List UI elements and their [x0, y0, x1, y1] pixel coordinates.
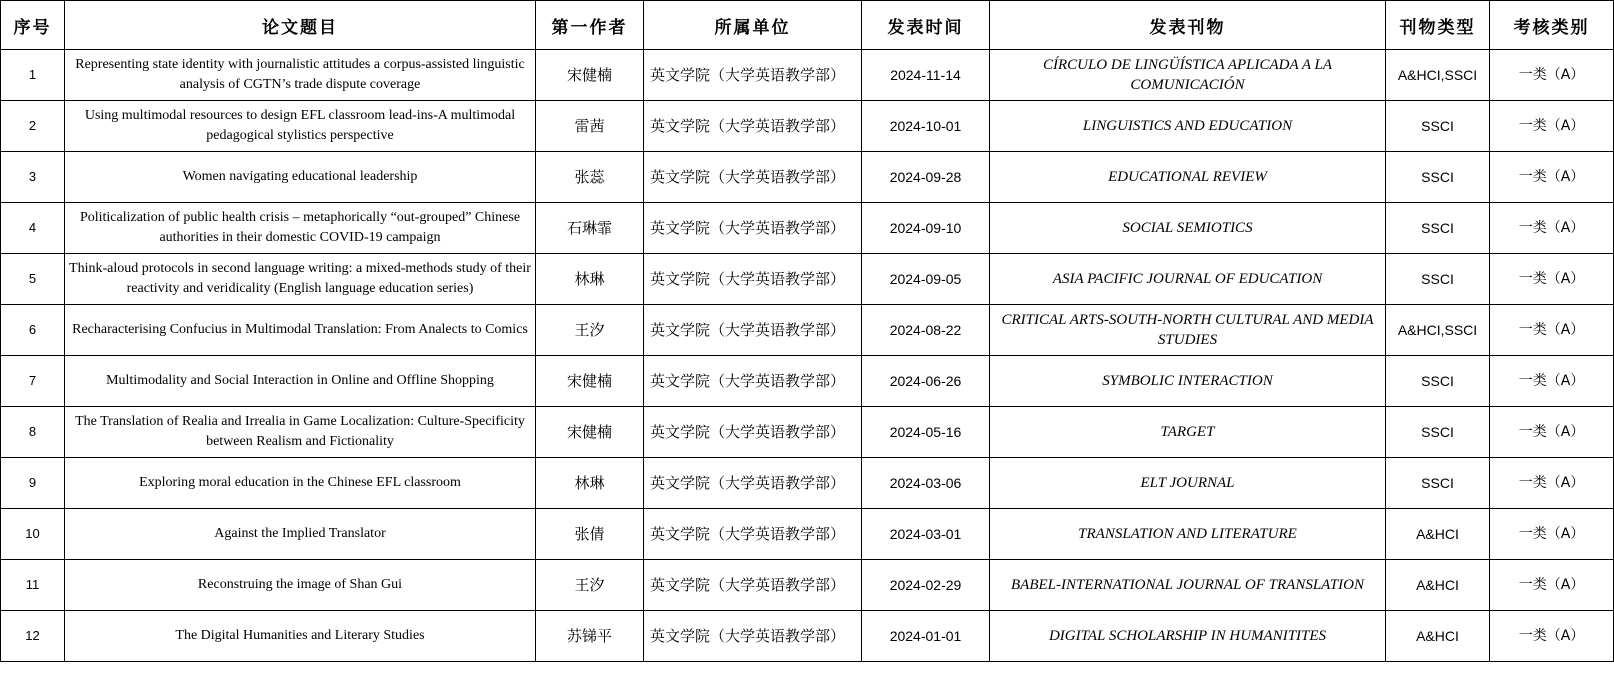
cell-unit: 英文学院（大学英语教学部）	[644, 509, 862, 560]
cell-category: 一类（A）	[1490, 407, 1614, 458]
cell-unit: 英文学院（大学英语教学部）	[644, 407, 862, 458]
cell-category: 一类（A）	[1490, 203, 1614, 254]
cell-title: Politicalization of public health crisis – metaphorically “out-grouped” Chinese authorities in their domestic COVID-19 campaign	[65, 203, 536, 254]
cell-journal: CÍRCULO DE LINGÜÍSTICA APLICADA A LA COMUNICACIÓN	[990, 50, 1386, 101]
cell-journal: SOCIAL SEMIOTICS	[990, 203, 1386, 254]
cell-category: 一类（A）	[1490, 458, 1614, 509]
cell-journal-type: A&HCI	[1386, 560, 1490, 611]
cell-no: 3	[1, 152, 65, 203]
table-row	[1, 611, 1614, 662]
cell-journal: DIGITAL SCHOLARSHIP IN HUMANITITES	[990, 611, 1386, 662]
cell-date: 2024-01-01	[862, 611, 990, 662]
table-row	[1, 560, 1614, 611]
header-date: 发表时间	[862, 1, 990, 50]
cell-author: 石琳霏	[536, 203, 644, 254]
cell-author: 王汐	[536, 560, 644, 611]
cell-category: 一类（A）	[1490, 254, 1614, 305]
cell-title: Recharacterising Confucius in Multimodal Translation: From Analects to Comics	[65, 305, 536, 356]
cell-date: 2024-02-29	[862, 560, 990, 611]
cell-category: 一类（A）	[1490, 611, 1614, 662]
cell-unit: 英文学院（大学英语教学部）	[644, 356, 862, 407]
cell-title: The Translation of Realia and Irrealia in Game Localization: Culture-Specificity between Realism and Fictionality	[65, 407, 536, 458]
header-unit: 所属单位	[644, 1, 862, 50]
cell-category: 一类（A）	[1490, 50, 1614, 101]
cell-title: Exploring moral education in the Chinese EFL classroom	[65, 458, 536, 509]
cell-title: Women navigating educational leadership	[65, 152, 536, 203]
header-no: 序号	[1, 1, 65, 50]
cell-unit: 英文学院（大学英语教学部）	[644, 305, 862, 356]
table-row	[1, 407, 1614, 458]
cell-journal: ELT JOURNAL	[990, 458, 1386, 509]
cell-journal-type: SSCI	[1386, 407, 1490, 458]
cell-unit: 英文学院（大学英语教学部）	[644, 560, 862, 611]
cell-journal-type: SSCI	[1386, 101, 1490, 152]
cell-unit: 英文学院（大学英语教学部）	[644, 254, 862, 305]
table-row	[1, 152, 1614, 203]
header-category: 考核类别	[1490, 1, 1614, 50]
cell-title: Using multimodal resources to design EFL classroom lead-ins-A multimodal pedagogical stylistics perspective	[65, 101, 536, 152]
cell-no: 8	[1, 407, 65, 458]
cell-journal-type: SSCI	[1386, 152, 1490, 203]
cell-title: Representing state identity with journalistic attitudes a corpus-assisted linguistic analysis of CGTN’s trade dispute coverage	[65, 50, 536, 101]
cell-no: 12	[1, 611, 65, 662]
cell-journal: BABEL-INTERNATIONAL JOURNAL OF TRANSLATION	[990, 560, 1386, 611]
cell-unit: 英文学院（大学英语教学部）	[644, 458, 862, 509]
cell-category: 一类（A）	[1490, 560, 1614, 611]
cell-title: Multimodality and Social Interaction in Online and Offline Shopping	[65, 356, 536, 407]
cell-category: 一类（A）	[1490, 356, 1614, 407]
cell-no: 4	[1, 203, 65, 254]
cell-date: 2024-08-22	[862, 305, 990, 356]
cell-journal-type: A&HCI,SSCI	[1386, 305, 1490, 356]
cell-no: 11	[1, 560, 65, 611]
table-row	[1, 305, 1614, 356]
cell-journal: ASIA PACIFIC JOURNAL OF EDUCATION	[990, 254, 1386, 305]
cell-author: 雷茜	[536, 101, 644, 152]
cell-journal: SYMBOLIC INTERACTION	[990, 356, 1386, 407]
table-row	[1, 203, 1614, 254]
header-author: 第一作者	[536, 1, 644, 50]
cell-unit: 英文学院（大学英语教学部）	[644, 101, 862, 152]
cell-author: 王汐	[536, 305, 644, 356]
cell-journal-type: SSCI	[1386, 254, 1490, 305]
cell-author: 宋健楠	[536, 407, 644, 458]
header-journal: 发表刊物	[990, 1, 1386, 50]
header-row	[1, 1, 1614, 50]
cell-journal: TARGET	[990, 407, 1386, 458]
cell-author: 张倩	[536, 509, 644, 560]
cell-journal: EDUCATIONAL REVIEW	[990, 152, 1386, 203]
cell-author: 苏锑平	[536, 611, 644, 662]
cell-journal-type: A&HCI	[1386, 509, 1490, 560]
table-row	[1, 356, 1614, 407]
cell-date: 2024-05-16	[862, 407, 990, 458]
cell-date: 2024-09-28	[862, 152, 990, 203]
cell-title: Reconstruing the image of Shan Gui	[65, 560, 536, 611]
cell-title: The Digital Humanities and Literary Studies	[65, 611, 536, 662]
cell-date: 2024-11-14	[862, 50, 990, 101]
cell-journal-type: SSCI	[1386, 458, 1490, 509]
cell-title: Against the Implied Translator	[65, 509, 536, 560]
cell-unit: 英文学院（大学英语教学部）	[644, 50, 862, 101]
cell-date: 2024-03-06	[862, 458, 990, 509]
cell-no: 9	[1, 458, 65, 509]
cell-date: 2024-03-01	[862, 509, 990, 560]
cell-no: 10	[1, 509, 65, 560]
cell-date: 2024-09-10	[862, 203, 990, 254]
cell-author: 林琳	[536, 254, 644, 305]
cell-unit: 英文学院（大学英语教学部）	[644, 611, 862, 662]
table-row	[1, 254, 1614, 305]
table-row	[1, 458, 1614, 509]
cell-no: 6	[1, 305, 65, 356]
cell-date: 2024-10-01	[862, 101, 990, 152]
table-row	[1, 509, 1614, 560]
cell-no: 1	[1, 50, 65, 101]
cell-date: 2024-09-05	[862, 254, 990, 305]
cell-no: 2	[1, 101, 65, 152]
cell-category: 一类（A）	[1490, 509, 1614, 560]
cell-journal: LINGUISTICS AND EDUCATION	[990, 101, 1386, 152]
cell-no: 5	[1, 254, 65, 305]
cell-journal-type: A&HCI	[1386, 611, 1490, 662]
cell-category: 一类（A）	[1490, 152, 1614, 203]
cell-journal-type: SSCI	[1386, 356, 1490, 407]
cell-author: 林琳	[536, 458, 644, 509]
cell-journal: TRANSLATION AND LITERATURE	[990, 509, 1386, 560]
cell-author: 宋健楠	[536, 50, 644, 101]
table-row	[1, 50, 1614, 101]
cell-journal-type: A&HCI,SSCI	[1386, 50, 1490, 101]
header-type: 刊物类型	[1386, 1, 1490, 50]
table-body	[1, 50, 1614, 662]
cell-unit: 英文学院（大学英语教学部）	[644, 152, 862, 203]
cell-date: 2024-06-26	[862, 356, 990, 407]
cell-unit: 英文学院（大学英语教学部）	[644, 203, 862, 254]
header-title: 论文题目	[65, 1, 536, 50]
cell-author: 张蕊	[536, 152, 644, 203]
cell-title: Think-aloud protocols in second language writing: a mixed-methods study of their reactivity and veridicality (English language education series)	[65, 254, 536, 305]
table-row	[1, 101, 1614, 152]
cell-journal-type: SSCI	[1386, 203, 1490, 254]
cell-author: 宋健楠	[536, 356, 644, 407]
cell-journal: CRITICAL ARTS-SOUTH-NORTH CULTURAL AND MEDIA STUDIES	[990, 305, 1386, 356]
cell-category: 一类（A）	[1490, 305, 1614, 356]
cell-category: 一类（A）	[1490, 101, 1614, 152]
cell-no: 7	[1, 356, 65, 407]
